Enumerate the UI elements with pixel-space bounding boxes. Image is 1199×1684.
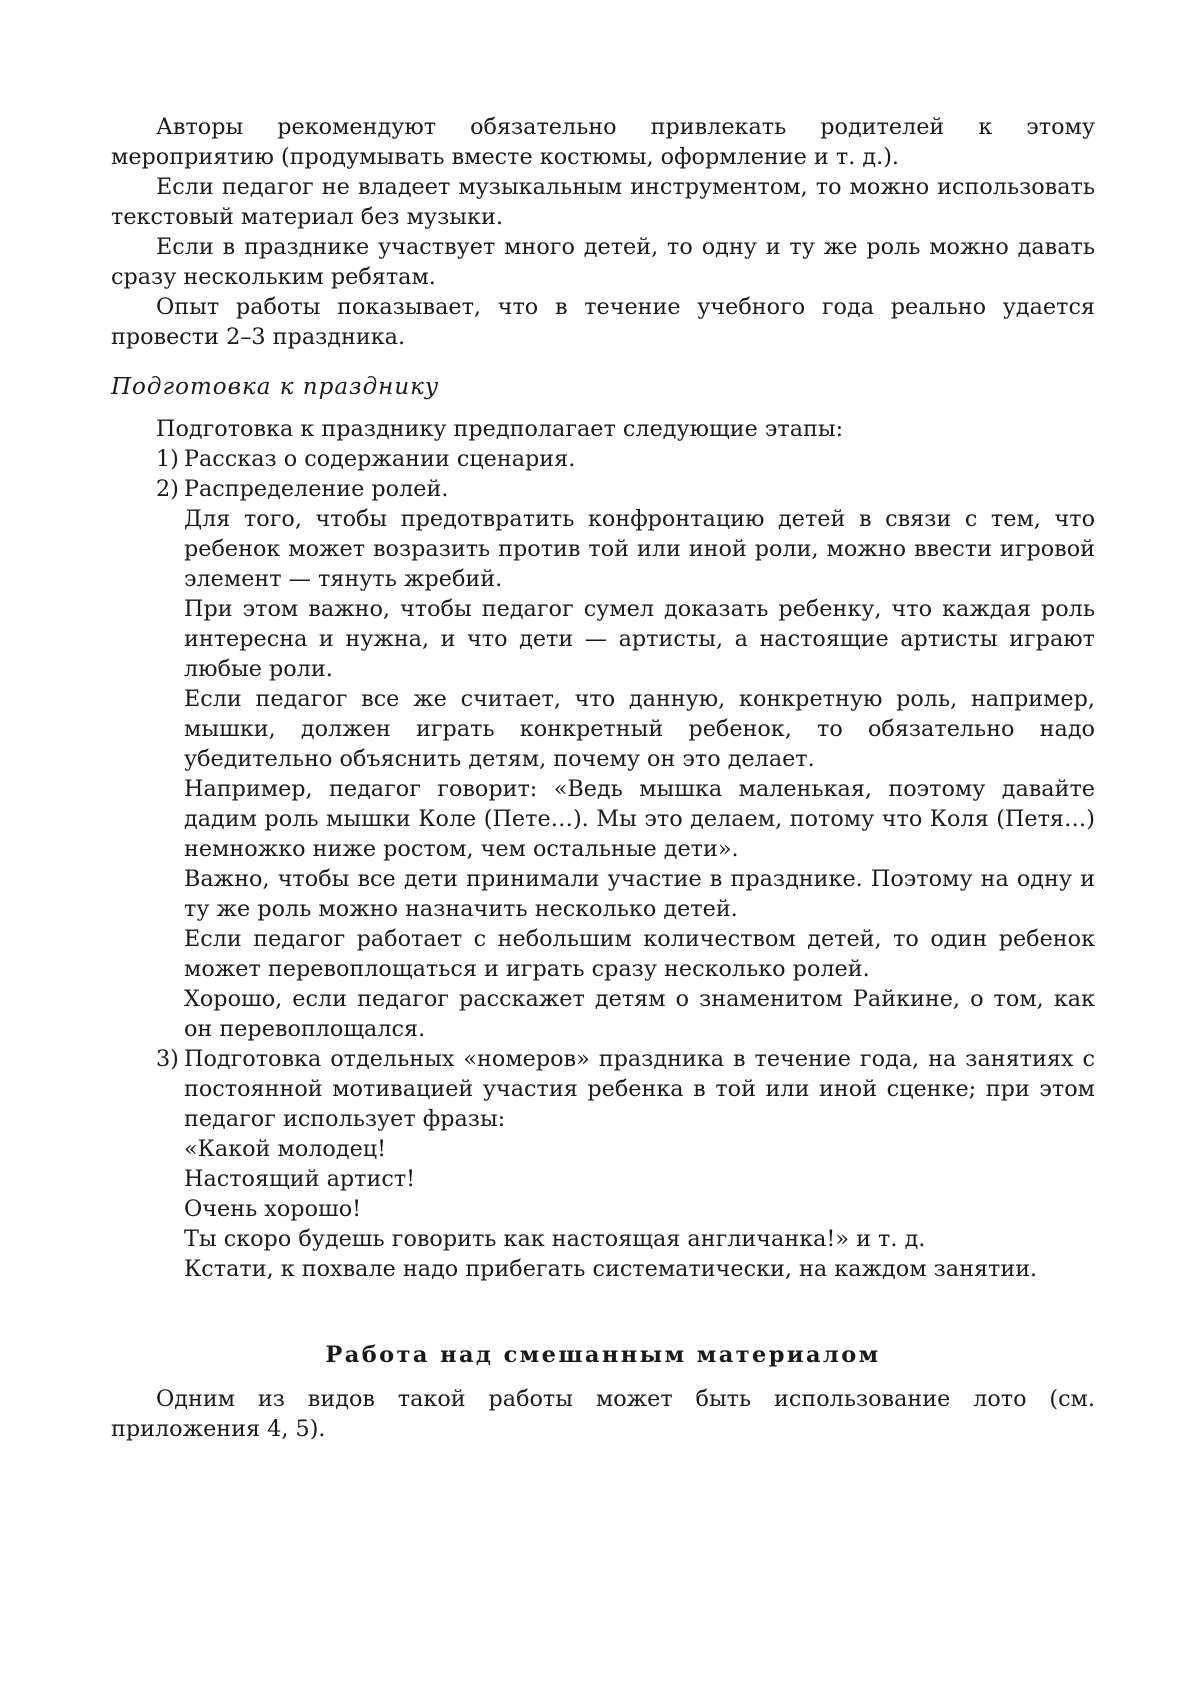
- step-title: Рассказ о содержании сценария.: [184, 446, 576, 472]
- step-1: [111, 444, 1095, 474]
- intro-paragraph: Опыт работы показывает, что в течение учебного года реально удается провести 2–3 праздника.: [111, 294, 1095, 350]
- step-paragraph: Важно, чтобы все дети принимали участие в празднике. Поэтому на одну и ту же роль можно назначить несколько детей.: [184, 866, 1095, 922]
- step-number: 1): [156, 446, 179, 472]
- step-paragraph: При этом важно, чтобы педагог сумел доказать ребенку, что каждая роль интересна и нужна, и что дети — артисты, а настоящие артисты играют любые роли.: [184, 596, 1095, 682]
- step-title: Распределение ролей.: [184, 476, 449, 502]
- praise-phrase: Очень хорошо!: [184, 1196, 362, 1222]
- document-page: [111, 112, 1095, 1444]
- step-paragraph: Кстати, к похвале надо прибегать систематически, на каждом занятии.: [184, 1256, 1038, 1282]
- praise-phrase: Ты скоро будешь говорить как настоящая англичанка!» и т. д.: [184, 1226, 926, 1252]
- praise-phrase: Настоящий артист!: [184, 1166, 416, 1192]
- mixed-material-paragraph: Одним из видов такой работы может быть использование лото (см. приложения 4, 5).: [111, 1386, 1095, 1442]
- step-3: [111, 1044, 1095, 1284]
- step-number: 2): [156, 476, 179, 502]
- step-number: 3): [156, 1046, 179, 1072]
- preparation-steps: [111, 444, 1095, 1284]
- step-title: Подготовка отдельных «номеров» праздника в течение года, на занятиях с постоянной мотивацией участия ребенка в той или иной сценке; при этом педагог использует фразы:: [184, 1046, 1095, 1132]
- praise-phrase: «Какой молодец!: [184, 1136, 387, 1162]
- intro-paragraph: Если педагог не владеет музыкальным инструментом, то можно использовать текстовый материал без музыки.: [111, 174, 1095, 230]
- step-paragraph: Хорошо, если педагог расскажет детям о знаменитом Райкине, о том, как он перевоплощался.: [184, 986, 1095, 1042]
- step-paragraph: Если педагог работает с небольшим количеством детей, то один ребенок может перевоплощаться и играть сразу несколько ролей.: [184, 926, 1095, 982]
- step-paragraph: Если педагог все же считает, что данную, конкретную роль, например, мышки, должен играть конкретный ребенок, то обязательно надо убедительно объяснить детям, почему он это делает.: [184, 686, 1095, 772]
- step-paragraph: Например, педагог говорит: «Ведь мышка маленькая, поэтому давайте дадим роль мышки Коле (Пете…). Мы это делаем, потому что Коля (Петя…) немножко ниже ростом, чем остальные дети».: [184, 776, 1095, 862]
- step-paragraph: Для того, чтобы предотвратить конфронтацию детей в связи с тем, что ребенок может возразить против той или иной роли, можно ввести игровой элемент — тянуть жребий.: [184, 506, 1095, 592]
- intro-paragraph: Авторы рекомендуют обязательно привлекать родителей к этому мероприятию (продумывать вместе костюмы, оформление и т. д.).: [111, 114, 1095, 170]
- mixed-material-heading: Работа над смешанным материалом: [325, 1342, 881, 1368]
- preparation-lead: Подготовка к празднику предполагает следующие этапы:: [156, 416, 844, 442]
- step-2: [111, 474, 1095, 1044]
- preparation-heading: Подготовка к празднику: [111, 374, 440, 400]
- intro-paragraph: Если в празднике участвует много детей, то одну и ту же роль можно давать сразу нескольким ребятам.: [111, 234, 1095, 290]
